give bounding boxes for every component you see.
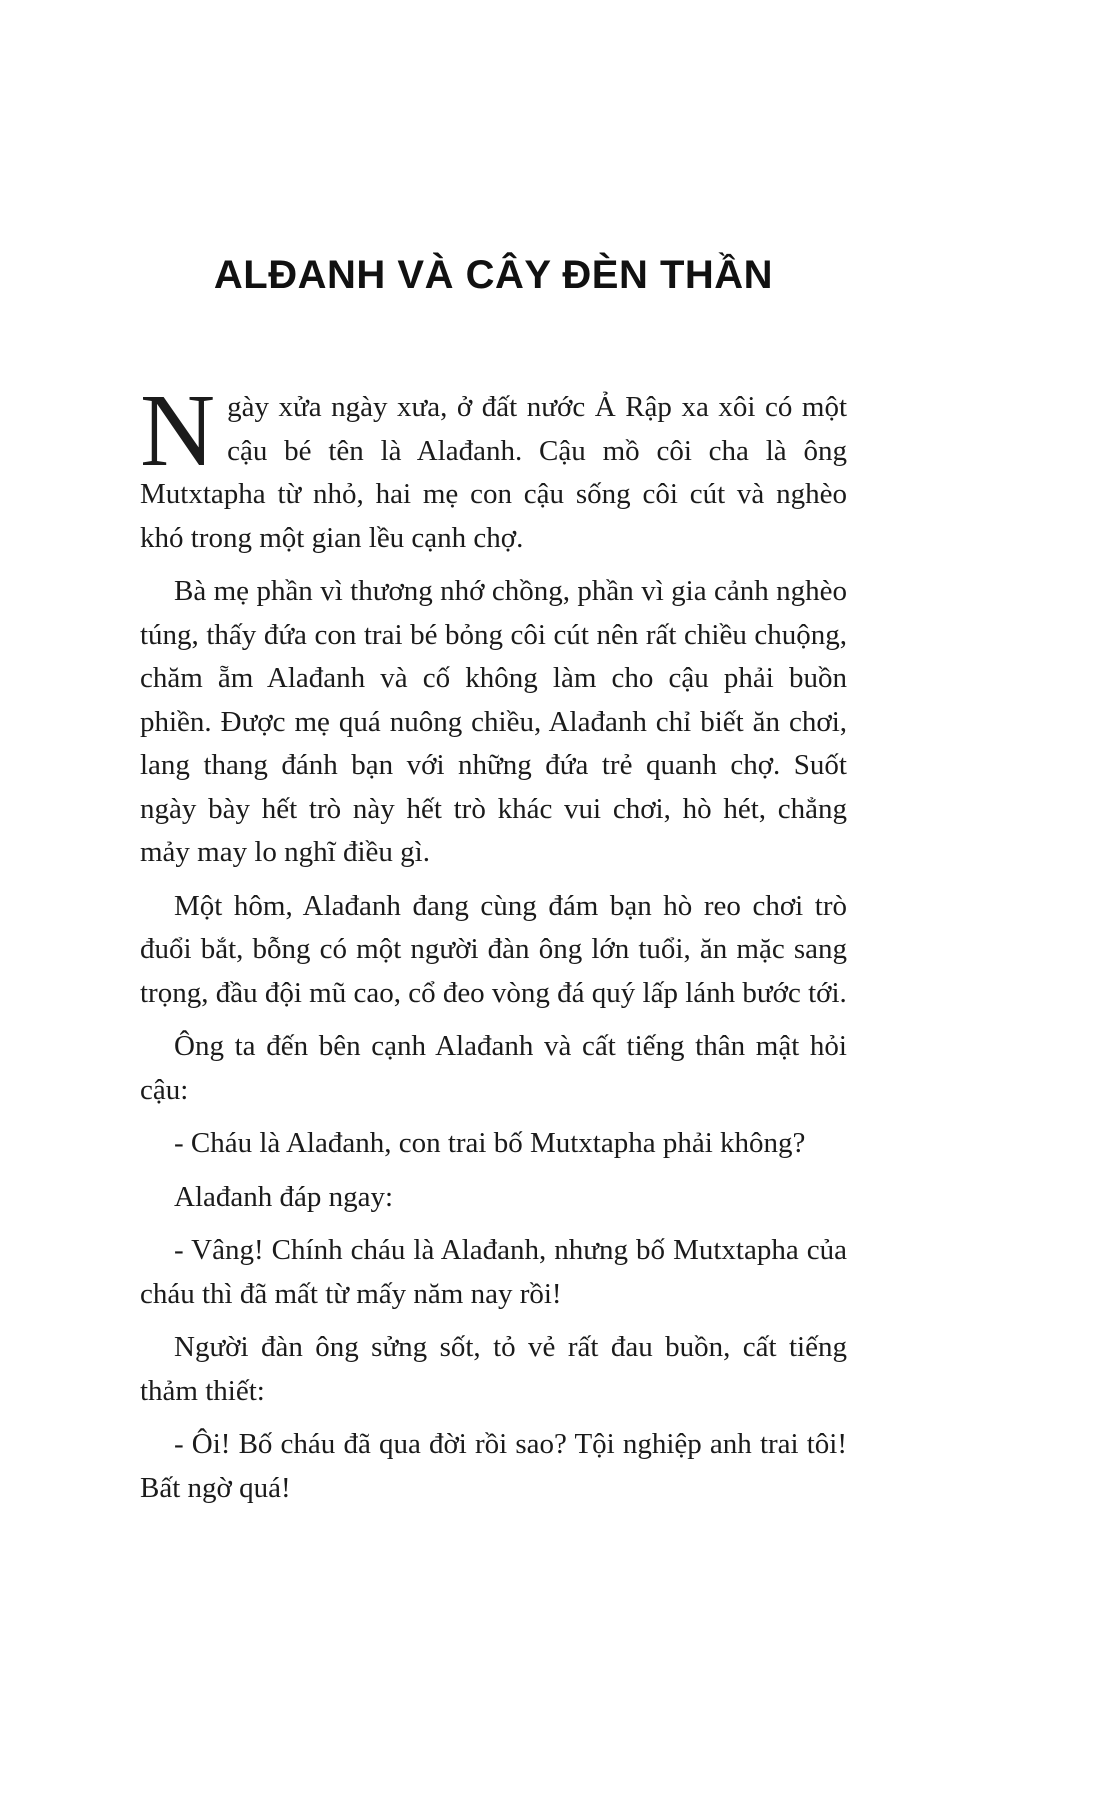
page-title: ALĐANH VÀ CÂY ĐÈN THẦN bbox=[213, 253, 774, 297]
drop-cap: N bbox=[140, 373, 216, 488]
paragraph: Alađanh đáp ngay: bbox=[174, 1180, 394, 1213]
dialogue-line: - Ôi! Bố cháu đã qua đời rồi sao? Tội nghiệp anh trai tôi! Bất ngờ quá! bbox=[140, 1428, 847, 1504]
paragraph: Người đàn ông sửng sốt, tỏ vẻ rất đau buồn, cất tiếng thảm thiết: bbox=[140, 1331, 847, 1407]
paragraph: Ông ta đến bên cạnh Alađanh và cất tiếng thân mật hỏi cậu: bbox=[140, 1030, 847, 1106]
paragraph: Bà mẹ phần vì thương nhớ chồng, phần vì gia cảnh nghèo túng, thấy đứa con trai bé bỏng côi cút nên rất chiều chuộng, chăm ẵm Alađanh và cố không làm cho cậu phải buồn phiền. Được mẹ quá nuông chiều, Alađanh chỉ biết ăn chơi, lang thang đánh bạn với những đứa trẻ quanh chợ. Suốt ngày bày hết trò này hết trò khác vui chơi, hò hét, chẳng mảy may lo nghĩ điều gì. bbox=[140, 575, 847, 868]
dialogue-line: - Cháu là Alađanh, con trai bố Mutxtapha phải không? bbox=[174, 1127, 806, 1159]
opening-paragraph bbox=[140, 373, 847, 560]
dialogue-line: - Vâng! Chính cháu là Alađanh, nhưng bố Mutxtapha của cháu thì đã mất từ mấy năm nay rồi! bbox=[140, 1234, 847, 1310]
paragraph: Một hôm, Alađanh đang cùng đám bạn hò reo chơi trò đuổi bắt, bỗng có một người đàn ông lớn tuổi, ăn mặc sang trọng, đầu đội mũ cao, cổ đeo vòng đá quý lấp lánh bước tới. bbox=[140, 889, 847, 1009]
opening-paragraph-text: gày xửa ngày xưa, ở đất nước Ả Rập xa xôi có một cậu bé tên là Alađanh. Cậu mồ côi cha là ông Mutxtapha từ nhỏ, hai mẹ con cậu sống côi cút và nghèo khó trong một gian lều cạnh chợ. bbox=[140, 391, 847, 554]
